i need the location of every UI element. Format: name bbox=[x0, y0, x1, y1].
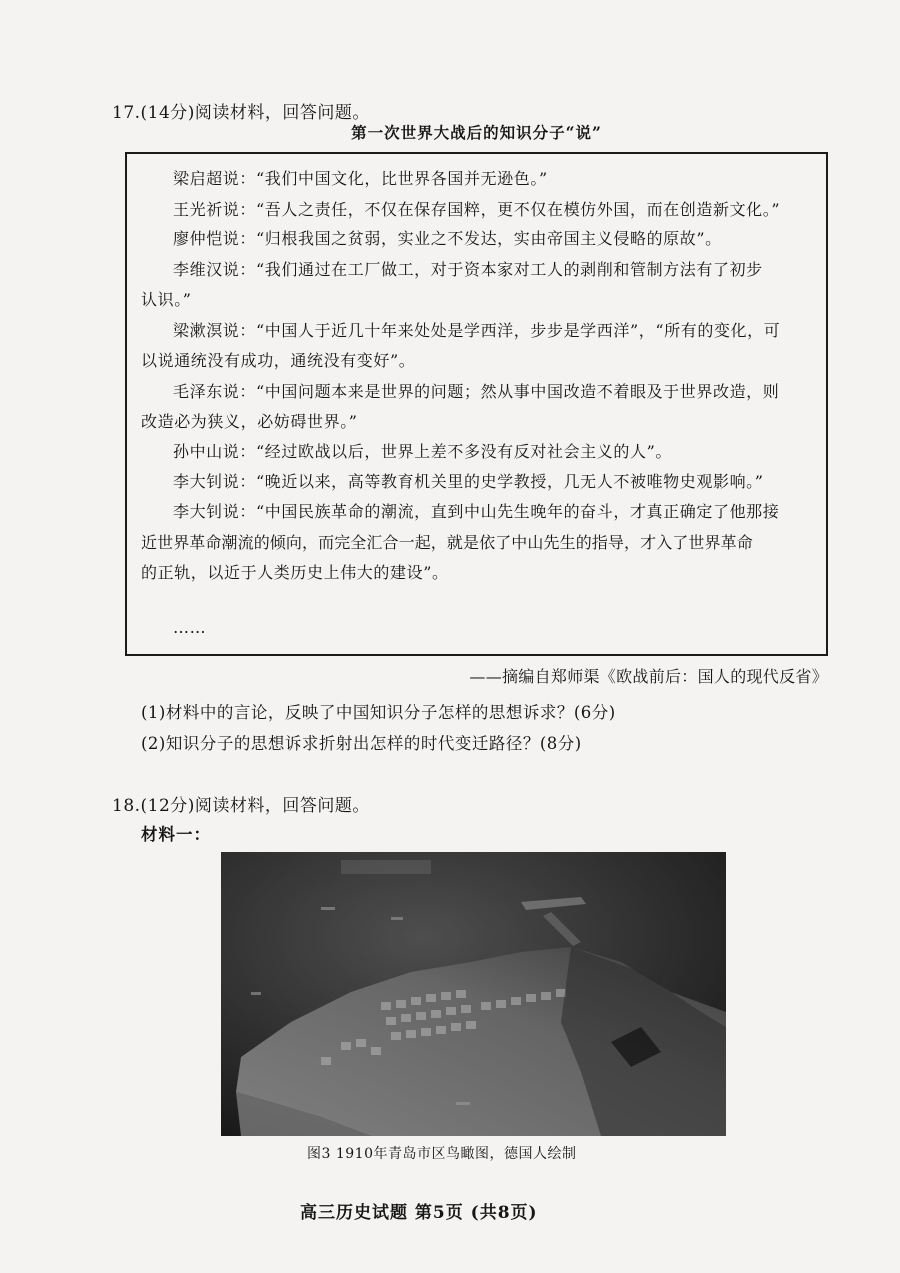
q17-sub-question-1: (1)材料中的言论，反映了中国知识分子怎样的思想诉求？(6分) bbox=[141, 703, 616, 722]
quote-line-li-dazhao-2-cont: 近世界革命潮流的倾向，而完全汇合一起，就是依了中山先生的指导，才入了世界革命 bbox=[141, 533, 753, 552]
quote-ellipsis: …… bbox=[173, 618, 207, 637]
quote-box-title-wrap bbox=[125, 121, 828, 143]
quote-source: ——摘编自郑师渠《欧战前后：国人的现代反省》 bbox=[469, 667, 828, 686]
quote-line-li-weihan-cont: 认识。” bbox=[141, 290, 192, 309]
qingdao-birdseye-photo bbox=[221, 852, 726, 1136]
quote-line-mao-zedong: 毛泽东说：“中国问题本来是世界的问题；然从事中国改造不着眼及于世界改造，则 bbox=[173, 382, 780, 401]
quote-line-li-dazhao-2-end: 的正轨，以近于人类历史上伟大的建设”。 bbox=[141, 563, 449, 582]
quote-line-liang-shuming: 梁漱溟说：“中国人于近几十年来处处是学西洋，步步是学西洋”，“所有的变化，可 bbox=[173, 321, 781, 340]
qingdao-birdseye-illustration bbox=[221, 852, 726, 1136]
material-one-label: 材料一： bbox=[141, 825, 211, 844]
quote-line-liang-shuming-cont: 以说通统没有成功，通统没有变好”。 bbox=[141, 351, 416, 370]
q17-heading: 17.(14分)阅读材料，回答问题。 bbox=[112, 103, 370, 123]
quote-line-sun-yatsen: 孙中山说：“经过欧战以后，世界上差不多没有反对社会主义的人”。 bbox=[173, 442, 672, 461]
page-footer: 高三历史试题 第5页 (共8页) bbox=[300, 1203, 538, 1223]
quote-box-title: 第一次世界大战后的知识分子“说” bbox=[351, 123, 602, 142]
figure-3-caption: 图3 1910年青岛市区鸟瞰图，德国人绘制 bbox=[307, 1146, 577, 1162]
quote-line-mao-zedong-cont: 改造必为狭义，必妨碍世界。” bbox=[141, 412, 358, 431]
quote-line-wang-guangqi: 王光祈说：“吾人之责任，不仅在保存国粹，更不仅在模仿外国，而在创造新文化。” bbox=[173, 200, 781, 219]
quote-line-liao-zhongkai: 廖仲恺说：“归根我国之贫弱，实业之不发达，实由帝国主义侵略的原故”。 bbox=[173, 229, 722, 248]
q17-sub-question-2: (2)知识分子的思想诉求折射出怎样的时代变迁路径？(8分) bbox=[141, 734, 582, 753]
quote-line-liang-qichao: 梁启超说：“我们中国文化，比世界各国并无逊色。” bbox=[173, 169, 548, 188]
q18-heading: 18.(12分)阅读材料，回答问题。 bbox=[112, 796, 370, 816]
quote-line-li-weihan: 李维汉说：“我们通过在工厂做工，对于资本家对工人的剥削和管制方法有了初步 bbox=[173, 260, 763, 279]
quote-line-li-dazhao-2: 李大钊说：“中国民族革命的潮流，直到中山先生晚年的奋斗，才真正确定了他那接 bbox=[173, 502, 780, 521]
quote-line-li-dazhao-1: 李大钊说：“晚近以来，高等教育机关里的史学教授，几无人不被唯物史观影响。” bbox=[173, 472, 764, 491]
